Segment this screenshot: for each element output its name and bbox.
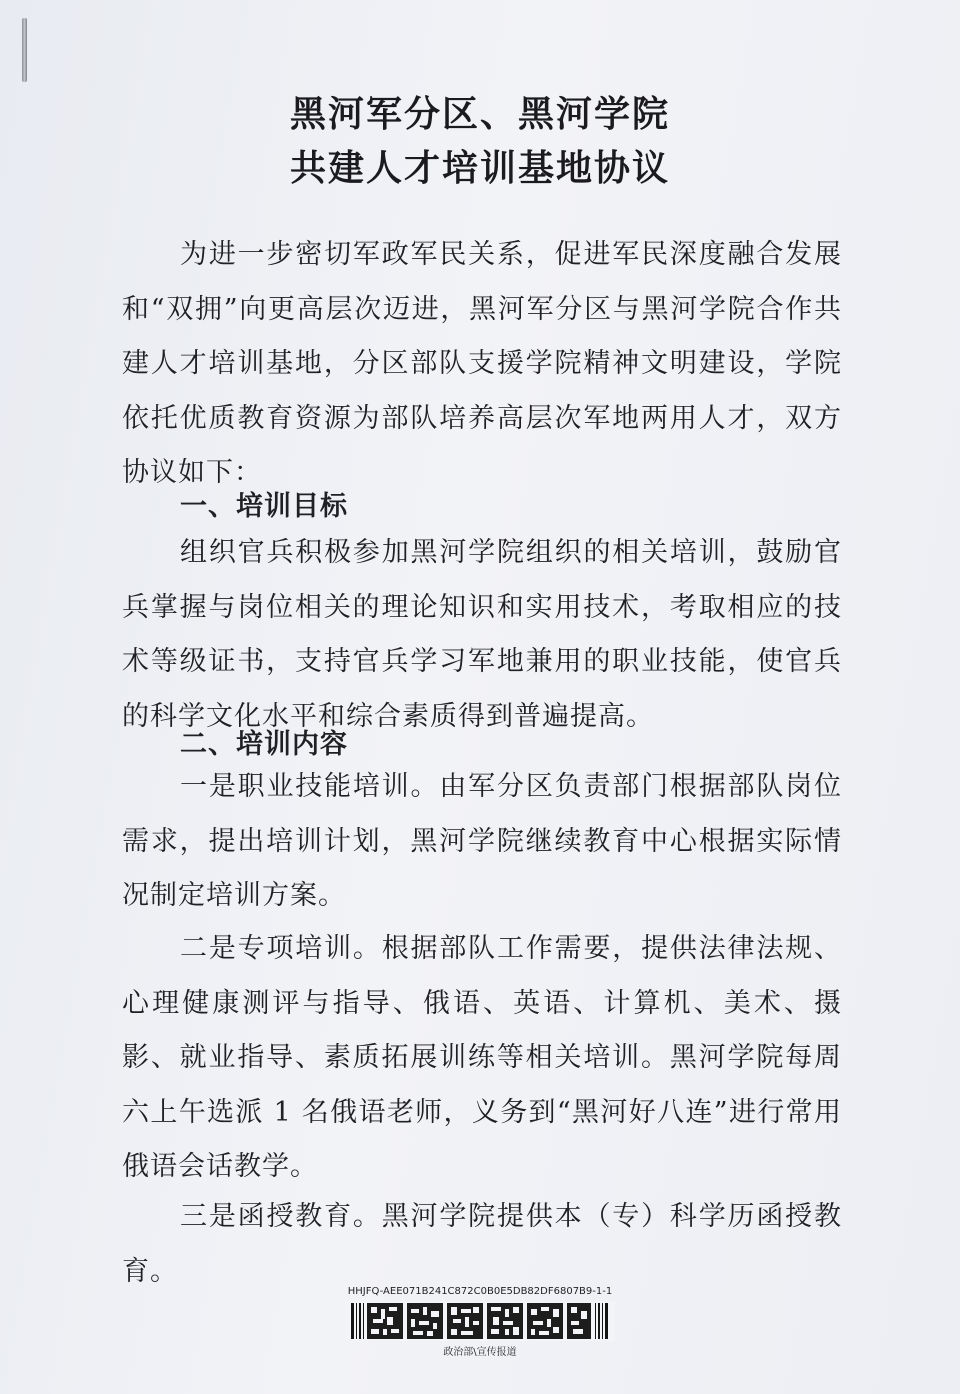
section2-item1: 一是职业技能培训。由军分区负责部门根据部队岗位需求，提出培训计划，黑河学院继续教育中心根据实际情况制定培训方案。 [122, 771, 842, 911]
document-title-line2: 共建人才培训基地协议 [289, 148, 670, 189]
barcode-block [340, 1286, 620, 1358]
document-title-line1: 黑河军分区、黑河学院 [289, 94, 670, 135]
barcode-code-text: HHJFQ-AEE071B241C872C0B0E5DB82DF6807B9-1-1 [347, 1286, 613, 1297]
barcode-caption: 政治部\宣传报道 [443, 1347, 517, 1358]
section1-heading: 一、培训目标 [180, 491, 348, 522]
section2-item3: 三是函授教育。黑河学院提供本（专）科学历函授教育。 [122, 1201, 842, 1287]
section2-item2: 二是专项培训。根据部队工作需要，提供法律法规、心理健康测评与指导、俄语、英语、计算机、美术、摄影、就业指导、素质拓展训练等相关培训。黑河学院每周六上午选派 1 名俄语老师，义务到“黑河好八连”进行常用俄语会话教学。 [122, 933, 842, 1182]
intro-paragraph: 为进一步密切军政军民关系，促进军民深度融合发展和“双拥”向更高层次迈进，黑河军分区与黑河学院合作共建人才培训基地，分区部队支援学院精神文明建设，学院依托优质教育资源为部队培养高层次军地两用人才，双方协议如下： [122, 239, 842, 488]
staple-mark [22, 18, 27, 82]
section2-heading: 二、培训内容 [180, 729, 348, 760]
section1-paragraph: 组织官兵积极参加黑河学院组织的相关培训，鼓励官兵掌握与岗位相关的理论知识和实用技术，考取相应的技术等级证书，支持官兵学习军地兼用的职业技能，使官兵的科学文化水平和综合素质得到普遍提高。 [122, 537, 842, 732]
barcode-icon [345, 1301, 615, 1341]
